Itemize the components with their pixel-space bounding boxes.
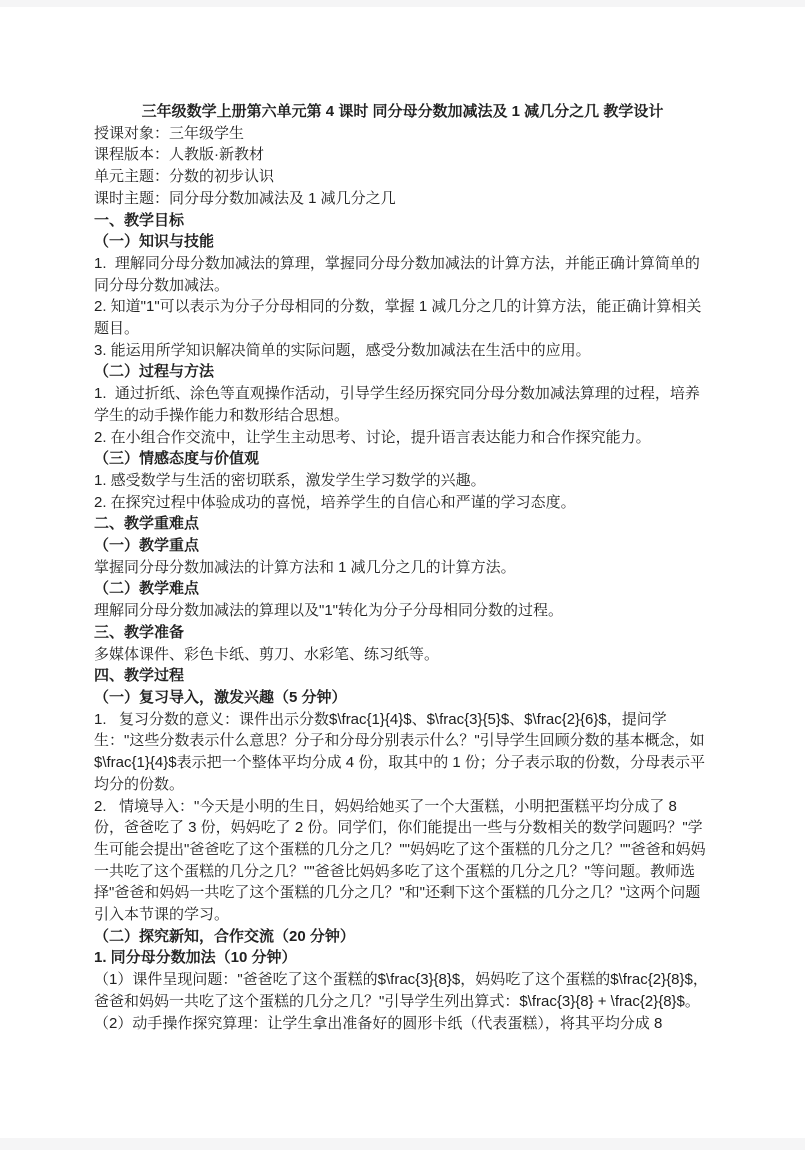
subsection-heading: （一）教学重点 <box>94 537 200 555</box>
meta-audience: 授课对象：三年级学生 <box>94 124 245 142</box>
section-heading: 一、教学目标 <box>94 211 185 229</box>
paragraph: 2. 在小组合作交流中，让学生主动思考、讨论，提升语言表达能力和合作探究能力。 <box>94 428 651 446</box>
page-bottom-gutter <box>0 1138 805 1150</box>
subsection-heading: （一）知识与技能 <box>94 233 215 251</box>
section-heading: 四、教学过程 <box>94 667 185 685</box>
paragraph: （1）课件呈现问题："爸爸吃了这个蛋糕的$\frac{3}{8}$，妈妈吃了这个蛋糕的$\frac{2}{8}$，爸爸和妈妈一共吃了这个蛋糕的几分之几？"引导学生列出算式：$\frac{3}{8} + \frac{2}{8}$。 <box>94 971 708 1010</box>
paragraph: 多媒体课件、彩色卡纸、剪刀、水彩笔、练习纸等。 <box>94 645 440 663</box>
paragraph: 1. 通过折纸、涂色等直观操作活动，引导学生经历探究同分母分数加减法算理的过程，培养学生的动手操作能力和数形结合思想。 <box>94 385 700 424</box>
paragraph: 1. 感受数学与生活的密切联系，激发学生学习数学的兴趣。 <box>94 471 486 489</box>
section-heading: 三、教学准备 <box>94 623 185 641</box>
meta-lesson-theme: 课时主题：同分母分数加减法及 1 减几分之几 <box>94 189 396 207</box>
subsection-heading: （二）探究新知，合作交流（20 分钟） <box>94 927 355 945</box>
subsection-heading: （二）教学难点 <box>94 580 200 598</box>
doc-title: 三年级数学上册第六单元第 4 课时 同分母分数加减法及 1 减几分之几 教学设计 <box>141 103 664 120</box>
paragraph: 理解同分母分数加减法的算理以及"1"转化为分子分母相同分数的过程。 <box>94 602 563 620</box>
paragraph: （2）动手操作探究算理：让学生拿出准备好的圆形卡纸（代表蛋糕），将其平均分成 8 <box>94 1014 663 1032</box>
paragraph: 2. 情境导入："今天是小明的生日，妈妈给她买了一个大蛋糕，小明把蛋糕平均分成了 8 份，爸爸吃了 3 份，妈妈吃了 2 份。同学们，你们能提出一些与分数相关的数学问题吗？"学生可能会提出"爸爸吃了这个蛋糕的几分之几？""妈妈吃了这个蛋糕的几分之几？""爸爸和妈妈一共吃了这个蛋糕的几分之几？""爸爸比妈妈多吃了这个蛋糕的几分之几？"等问题。教师选择"爸爸和妈妈一共吃了这个蛋糕的几分之几？"和"还剩下这个蛋糕的几分之几？"这两个问题引入本节课的学习。 <box>94 797 706 924</box>
paragraph: 1. 复习分数的意义：课件出示分数$\frac{1}{4}$、$\frac{3}{5}$、$\frac{2}{6}$，提问学生："这些分数表示什么意思？分子和分母分别表示什么？"引导学生回顾分数的基本概念，如$\frac{1}{4}$表示把一个整体平均分成 4 份，取其中的 1 份；分子表示取的份数，分母表示平均分的份数。 <box>94 710 705 793</box>
paragraph: 1. 理解同分母分数加减法的算理，掌握同分母分数加减法的计算方法，并能正确计算简单的同分母分数加减法。 <box>94 254 700 294</box>
meta-edition: 课程版本：人教版·新教材 <box>94 146 264 164</box>
subsection-heading: （三）情感态度与价值观 <box>94 450 260 468</box>
paragraph: 2. 知道"1"可以表示为分子分母相同的分数，掌握 1 减几分之几的计算方法，能正确计算相关题目。 <box>94 298 702 338</box>
document-content <box>94 7 711 1034</box>
paragraph: 2. 在探究过程中体验成功的喜悦，培养学生的自信心和严谨的学习态度。 <box>94 493 576 511</box>
paragraph: 3. 能运用所学知识解决简单的实际问题，感受分数加减法在生活中的应用。 <box>94 341 591 359</box>
section-heading: 二、教学重难点 <box>94 515 200 533</box>
numbered-heading: 1. 同分母分数加法（10 分钟） <box>94 949 297 967</box>
subsection-heading: （一）复习导入，激发兴趣（5 分钟） <box>94 688 347 706</box>
document-page <box>0 7 805 1138</box>
meta-unit-theme: 单元主题：分数的初步认识 <box>94 168 275 186</box>
subsection-heading: （二）过程与方法 <box>94 363 215 381</box>
page-top-gutter <box>0 0 805 7</box>
paragraph: 掌握同分母分数加减法的计算方法和 1 减几分之几的计算方法。 <box>94 558 516 576</box>
